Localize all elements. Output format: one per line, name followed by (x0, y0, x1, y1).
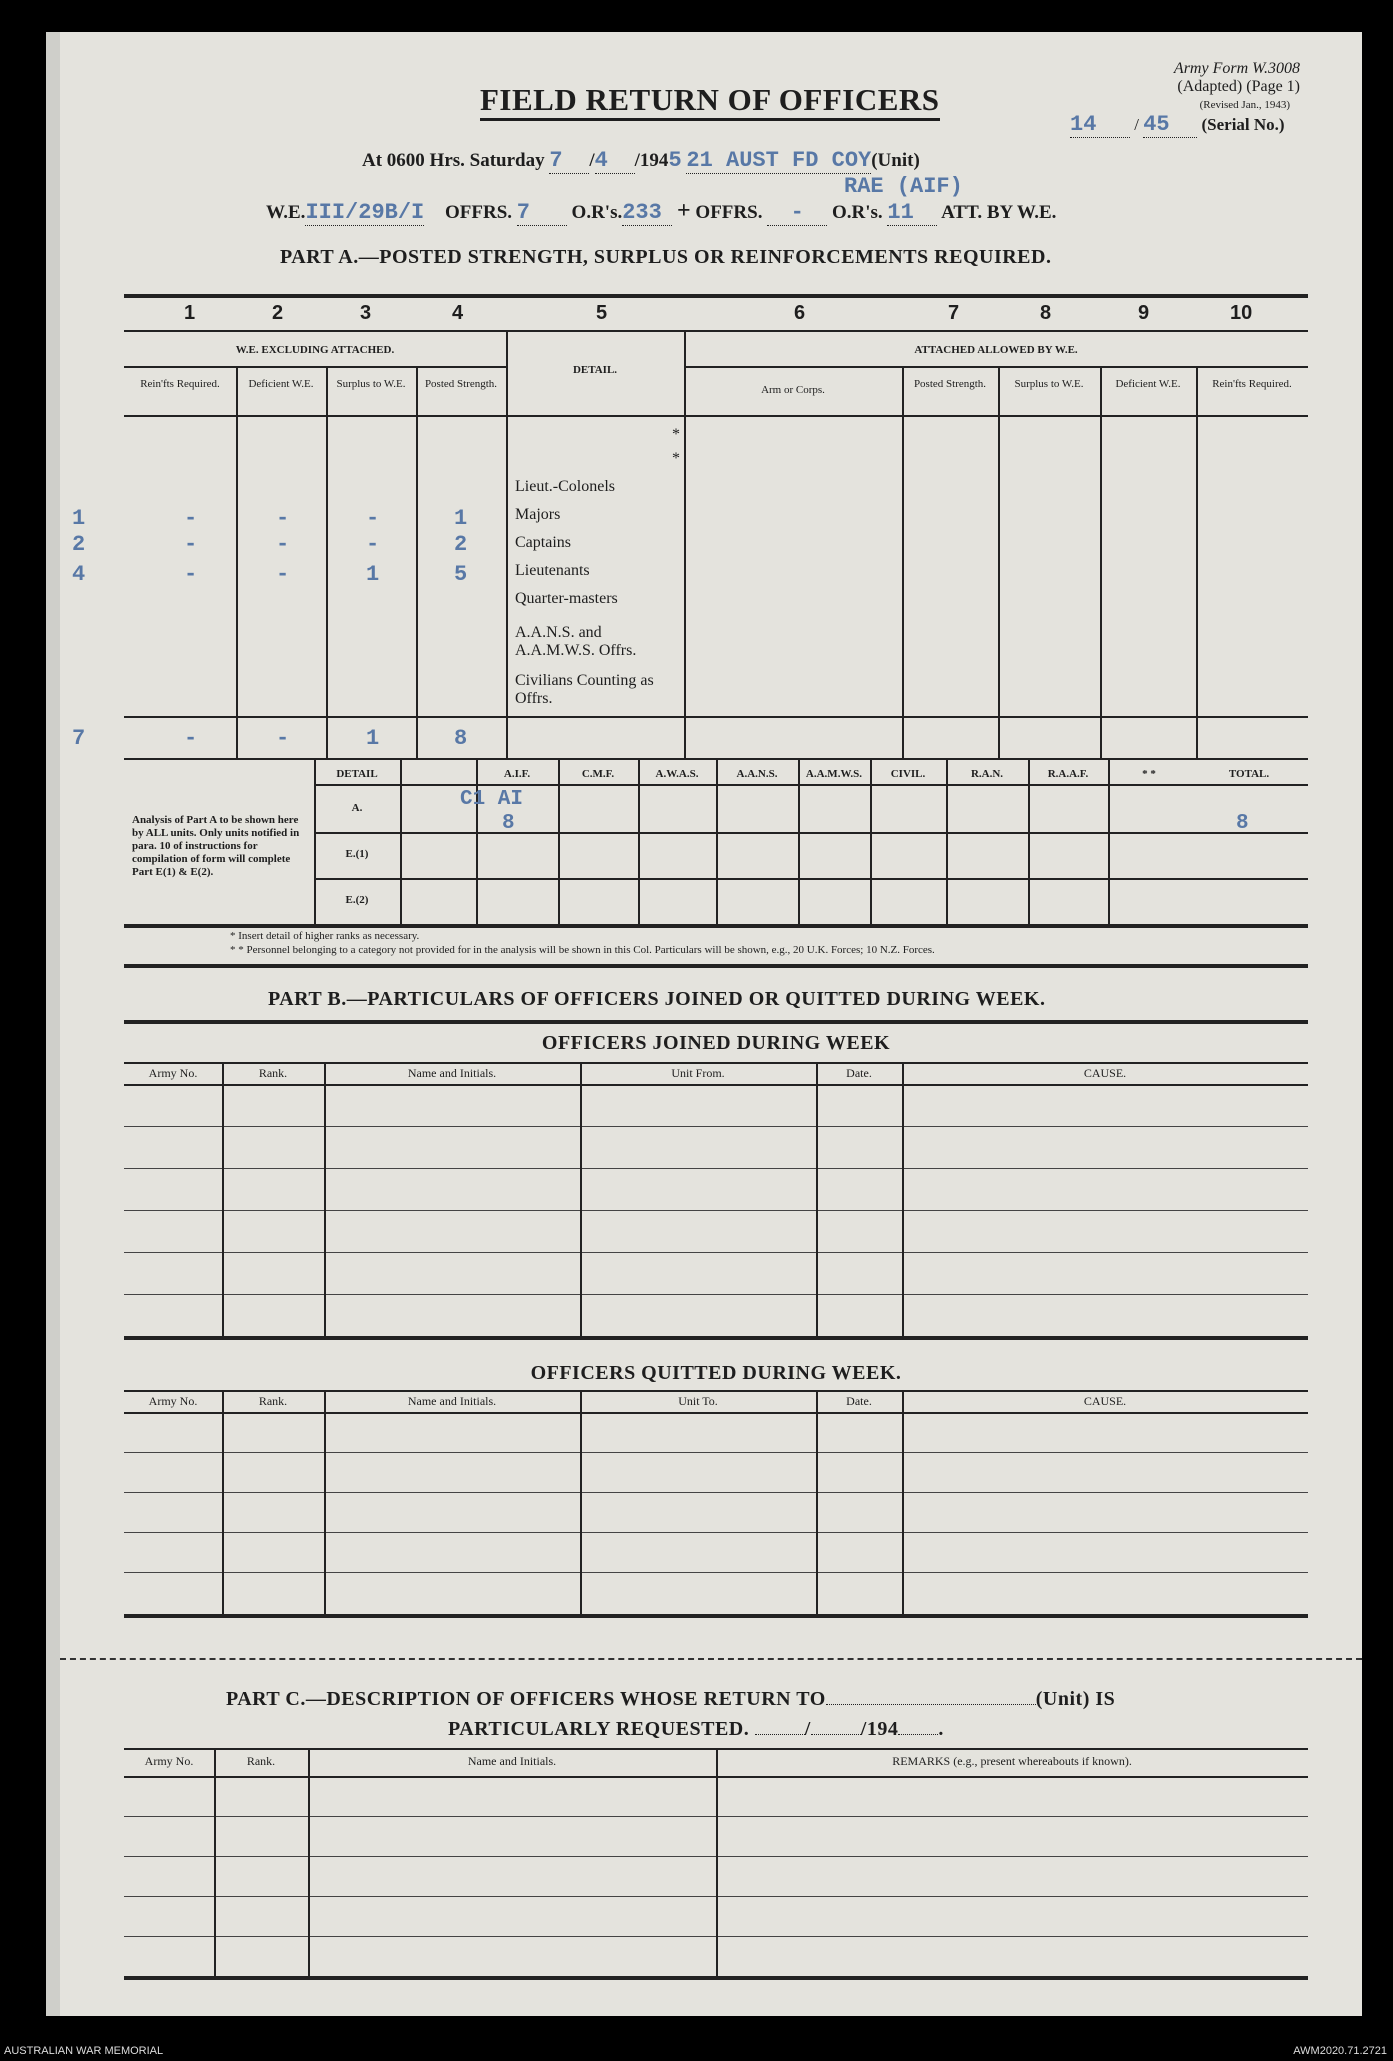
row-majors-margin: 1 (72, 506, 86, 531)
unit-label: (Unit) (871, 150, 920, 171)
part-c-heading-a: PART C.—DESCRIPTION OF OFFICERS WHOSE RETURN TO (226, 1688, 826, 1710)
serial-line (1070, 112, 1285, 138)
joined-col-armyno: Army No. (148, 1066, 198, 1080)
jv2 (324, 1062, 326, 1336)
an-col-total: TOTAL. (1228, 768, 1270, 780)
row-captains-posted: 2 (454, 532, 468, 557)
joined-col-date: Date. (846, 1066, 872, 1080)
quitted-col-date: Date. (846, 1394, 872, 1408)
serial-label: (Serial No.) (1201, 115, 1285, 134)
joined-r3 (124, 1210, 1308, 1211)
an-col-aamws: A.A.M.W.S. (805, 768, 863, 780)
av8 (946, 758, 948, 924)
ors-label: O.R's. (571, 202, 623, 223)
col-numbers (124, 302, 1308, 326)
part-a-rule-total (124, 716, 1308, 718)
analysis-total-value: 8 (1236, 812, 1249, 835)
analysis-rule-3 (314, 878, 1308, 880)
col-num-2: 2 (272, 302, 284, 324)
an-row-e2: E.(2) (345, 894, 369, 906)
hdr-att-posted: Posted Strength. (913, 378, 987, 390)
v8 (1100, 366, 1102, 758)
ors-typed: 233 (622, 200, 672, 226)
an-col-aans: A.A.N.S. (736, 768, 778, 780)
form-id-block (1174, 60, 1300, 114)
asterisk-2: * (672, 450, 680, 467)
quitted-r2 (124, 1492, 1308, 1493)
date-year-typed: 5 (668, 148, 682, 173)
qv2 (324, 1390, 326, 1614)
form-paper (46, 32, 1362, 2016)
hdr-att-surplus: Surplus to W.E. (1014, 378, 1084, 390)
unit-typed: 21 AUST FD COY (686, 148, 872, 173)
note-2: * * Personnel belonging to a category not provided for in the analysis will be shown in this Col. Particulars will be shown, e.g., 20 U.K. Forces; 10 N.Z. Forces. (230, 944, 935, 956)
v9 (1196, 366, 1198, 758)
asterisk-1: * (672, 426, 680, 443)
quitted-r1 (124, 1452, 1308, 1453)
analysis-typed-overlay: C1 AI (460, 788, 524, 811)
offrs2-typed: - (767, 200, 827, 226)
hdr-arm-corps: Arm or Corps. (761, 384, 825, 396)
joined-r5 (124, 1294, 1308, 1295)
an-col-ran: R.A.N. (970, 768, 1004, 780)
av4 (638, 758, 640, 924)
col-num-8: 8 (1040, 302, 1052, 324)
an-col-cmf: C.M.F. (581, 768, 615, 780)
analysis-rule-1 (314, 784, 1308, 786)
v4 (506, 330, 508, 758)
qv1 (222, 1390, 224, 1614)
hdr-reinf: Rein'fts Required. (140, 378, 220, 390)
joined-col-cause: CAUSE. (1083, 1066, 1127, 1080)
an-row-e1: E.(1) (345, 848, 369, 860)
an-col-awas: A.W.A.S. (655, 768, 699, 780)
part-a-end-rule (124, 964, 1308, 968)
form-id-line2: (Adapted) (Page 1) (1177, 78, 1300, 95)
row-majors-reinf: - (184, 506, 198, 531)
av2 (476, 758, 478, 924)
jv5 (902, 1062, 904, 1336)
we-line (266, 198, 1056, 226)
v6 (902, 366, 904, 758)
joined-r1 (124, 1126, 1308, 1127)
hdr-deficient: Deficient W.E. (248, 378, 314, 390)
quitted-bottom (124, 1614, 1308, 1618)
we-typed: III/29B/I (305, 200, 425, 225)
col-num-10: 10 (1230, 302, 1253, 324)
form-id-line3: (Revised Jan., 1943) (1199, 99, 1290, 111)
pc-col-name: Name and Initials. (467, 1754, 557, 1768)
col-num-5: 5 (596, 302, 608, 324)
total-posted: 8 (454, 726, 468, 751)
col-num-9: 9 (1138, 302, 1150, 324)
quitted-col-rank: Rank. (258, 1394, 288, 1408)
analysis-bottom (124, 924, 1308, 928)
joined-col-unit: Unit From. (671, 1066, 725, 1080)
row-lts-surplus: 1 (366, 562, 380, 587)
page-title: FIELD RETURN OF OFFICERS (480, 82, 940, 121)
rank-captains: Captains (515, 534, 571, 551)
joined-r4 (124, 1252, 1308, 1253)
an-col-raaf: R.A.A.F. (1047, 768, 1089, 780)
av3 (558, 758, 560, 924)
row-lts-reinf: - (184, 562, 198, 587)
total-surplus: 1 (366, 726, 380, 751)
attached-allowed-label: ATTACHED ALLOWED BY W.E. (914, 344, 1078, 356)
analysis-note: Analysis of Part A to be shown here by ALL units. Only units notified in para. 10 of instructions for compilation of form will complete Part E(1) & E(2). (132, 814, 300, 878)
part-a-rule-4 (124, 415, 1308, 417)
v1 (236, 366, 238, 758)
cut-line (60, 1658, 1362, 1660)
pc-col-rank: Rank. (246, 1754, 276, 1768)
joined-top (124, 1062, 1308, 1064)
part-c-heading-c: PARTICULARLY REQUESTED. (448, 1718, 750, 1740)
pc-bottom (124, 1976, 1308, 1980)
rank-quartermasters: Quarter-masters (515, 590, 618, 607)
part-c-heading-line1 (226, 1688, 1115, 1711)
row-lts-def: - (276, 562, 290, 587)
row-captains-reinf: - (184, 532, 198, 557)
part-a-heading: PART A.—POSTED STRENGTH, SURPLUS OR REINFORCEMENTS REQUIRED. (280, 246, 1052, 268)
date-month: 4 (595, 148, 635, 174)
offrs2-label: OFFRS. (695, 202, 763, 223)
part-a-rule-3r (684, 366, 1308, 368)
we-excluding-label: W.E. EXCLUDING ATTACHED. (235, 344, 395, 356)
av7 (870, 758, 872, 924)
pcv3 (716, 1748, 718, 1976)
pcv2 (308, 1748, 310, 1976)
jv1 (222, 1062, 224, 1336)
hdr-posted: Posted Strength. (424, 378, 498, 390)
qv3 (580, 1390, 582, 1614)
unit-typed-2: RAE (AIF) (844, 174, 963, 199)
part-c-heading-line2: PARTICULARLY REQUESTED. / /194 . (448, 1718, 944, 1740)
an-col-other: * * (1142, 768, 1156, 780)
rank-aans: A.A.N.S. and A.A.M.W.S. Offrs. (515, 624, 637, 659)
footer-right: AWM2020.71.2721 (1293, 2045, 1387, 2057)
row-majors-def: - (276, 506, 290, 531)
col-num-4: 4 (452, 302, 464, 324)
pc-col-remarks: REMARKS (e.g., present whereabouts if known). (892, 1754, 1132, 1768)
row-captains-margin: 2 (72, 532, 86, 557)
row-captains-surplus: - (366, 532, 380, 557)
quitted-hdr-rule (124, 1412, 1308, 1414)
row-lts-margin: 4 (72, 562, 86, 587)
date-year-prefix: /194 (634, 150, 669, 171)
part-a-top-rule (124, 294, 1308, 298)
part-b-heading: PART B.—PARTICULARS OF OFFICERS JOINED OR QUITTED DURING WEEK. (268, 988, 1046, 1010)
ors2-label: O.R's. (831, 202, 883, 223)
hdr-surplus: Surplus to W.E. (336, 378, 406, 390)
ors2-typed: 11 (887, 200, 937, 226)
quitted-r3 (124, 1532, 1308, 1533)
att-label: ATT. BY W.E. (941, 202, 1057, 223)
quitted-heading: OFFICERS QUITTED DURING WEEK. (530, 1362, 902, 1384)
total-margin: 7 (72, 726, 86, 751)
part-a-rule-2 (124, 330, 1308, 332)
col-num-1: 1 (184, 302, 196, 324)
av10 (1108, 758, 1110, 924)
date-line: At 0600 Hrs. Saturday 7 /4 /1945 21 AUST FD COY(Unit) (362, 148, 920, 173)
joined-r2 (124, 1168, 1308, 1169)
serial-typed-a: 14 (1070, 112, 1130, 138)
we-label: W.E. (266, 202, 306, 223)
part-c-heading-b: (Unit) IS (1035, 1688, 1116, 1710)
offrs-typed: 7 (517, 200, 567, 226)
pcv1 (214, 1748, 216, 1976)
hdr-att-reinf: Rein'fts Required. (1212, 378, 1292, 390)
quitted-col-name: Name and Initials. (407, 1394, 497, 1408)
joined-col-rank: Rank. (258, 1066, 288, 1080)
col-num-3: 3 (360, 302, 372, 324)
date-day: 7 (549, 148, 589, 174)
v3 (416, 366, 418, 758)
quitted-col-armyno: Army No. (148, 1394, 198, 1408)
joined-col-name: Name and Initials. (407, 1066, 497, 1080)
qv5 (902, 1390, 904, 1614)
av5 (716, 758, 718, 924)
an-col-detail: DETAIL (336, 768, 378, 780)
date-prefix: At 0600 Hrs. Saturday (362, 150, 545, 171)
serial-typed-b: 45 (1143, 112, 1197, 138)
hdr-att-deficient: Deficient W.E. (1115, 378, 1181, 390)
joined-bottom (124, 1336, 1308, 1340)
col-num-7: 7 (948, 302, 960, 324)
part-a-rule-3l (124, 366, 506, 368)
offrs-label: OFFRS. (445, 202, 513, 223)
quitted-r4 (124, 1572, 1308, 1573)
col-num-6: 6 (794, 302, 806, 324)
jv4 (816, 1062, 818, 1336)
row-lts-posted: 5 (454, 562, 468, 587)
analysis-rule-2 (314, 832, 1308, 834)
av6 (798, 758, 800, 924)
av9 (1028, 758, 1030, 924)
joined-heading: OFFICERS JOINED DURING WEEK (541, 1032, 891, 1054)
plus-sign: + (676, 198, 691, 224)
analysis-aif-value: 8 (502, 812, 515, 835)
total-def: - (276, 726, 290, 751)
total-reinf: - (184, 726, 198, 751)
rank-majors: Majors (515, 506, 561, 523)
pc-col-armyno: Army No. (144, 1754, 194, 1768)
part-c-date-template: /194 (860, 1718, 899, 1740)
rank-lieutenants: Lieutenants (515, 562, 590, 579)
jv3 (580, 1062, 582, 1336)
rank-lt-col: Lieut.-Colonels (515, 478, 615, 495)
quitted-col-cause: CAUSE. (1083, 1394, 1127, 1408)
qv4 (816, 1390, 818, 1614)
an-col-aif: A.I.F. (503, 768, 531, 780)
quitted-col-unit: Unit To. (678, 1394, 718, 1408)
an-row-a: A. (351, 802, 363, 814)
row-majors-posted: 1 (454, 506, 468, 531)
footer-left: AUSTRALIAN WAR MEMORIAL (4, 2045, 164, 2057)
joined-hdr-rule (124, 1084, 1308, 1086)
form-id-line1: Army Form W.3008 (1173, 60, 1300, 77)
rank-civilians: Civilians Counting as Offrs. (515, 672, 654, 707)
av1 (400, 758, 402, 924)
note-1: * Insert detail of higher ranks as necessary. (230, 930, 420, 942)
quitted-top (124, 1390, 1308, 1392)
row-majors-surplus: - (366, 506, 380, 531)
row-captains-def: - (276, 532, 290, 557)
an-col-civil: CIVIL. (890, 768, 926, 780)
serial-sep: / (1134, 115, 1139, 134)
v7 (998, 366, 1000, 758)
detail-label: DETAIL. (572, 364, 618, 376)
v2 (326, 366, 328, 758)
part-b-rule (124, 1020, 1308, 1024)
